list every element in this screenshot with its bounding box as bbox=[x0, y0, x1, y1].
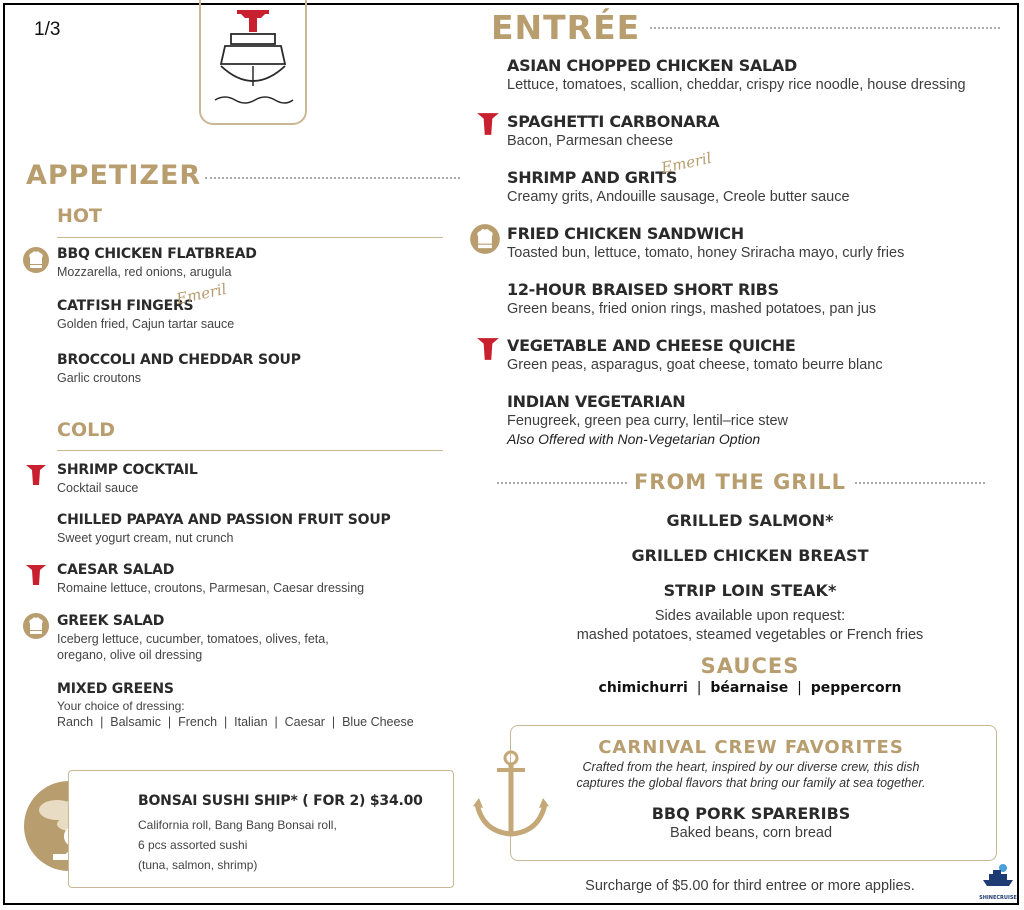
item-name: BROCCOLI AND CHEDDAR SOUP bbox=[57, 352, 301, 368]
menu-item bbox=[57, 298, 234, 332]
hot-heading: HOT bbox=[57, 205, 103, 227]
menu-item bbox=[507, 56, 966, 93]
grill-item: GRILLED SALMON* bbox=[666, 511, 834, 530]
dressing-options: Ranch | Balsamic | French | Italian | Caesar | Blue Cheese bbox=[57, 715, 414, 729]
menu-item bbox=[57, 246, 257, 280]
cold-heading: COLD bbox=[57, 419, 115, 441]
menu-item bbox=[57, 512, 391, 546]
item-desc: oregano, olive oil dressing bbox=[57, 648, 203, 662]
crew-favorites-box bbox=[510, 725, 997, 861]
sauce-separator: | bbox=[696, 680, 702, 696]
menu-item bbox=[507, 336, 883, 373]
crew-dish-desc: Baked beans, corn bread bbox=[669, 825, 833, 841]
hot-rule bbox=[57, 237, 443, 238]
item-name: CATFISH FINGERS bbox=[57, 298, 194, 314]
chef-hat-icon bbox=[22, 246, 50, 279]
item-note: Also Offered with Non-Vegetarian Option bbox=[507, 431, 761, 447]
grill-item: STRIP LOIN STEAK* bbox=[663, 581, 837, 600]
sauces-heading: SAUCES bbox=[700, 654, 800, 678]
item-desc: Sweet yogurt cream, nut crunch bbox=[57, 531, 234, 545]
carnival-funnel-icon bbox=[25, 463, 47, 492]
menu-item bbox=[507, 224, 904, 261]
item-name: FRIED CHICKEN SANDWICH bbox=[507, 224, 744, 243]
surcharge-note: Surcharge of $5.00 for third entree or more applies. bbox=[585, 878, 915, 894]
item-name: ASIAN CHOPPED CHICKEN SALAD bbox=[507, 56, 797, 75]
sushi-line-1: California roll, Bang Bang Bonsai roll, bbox=[138, 818, 337, 832]
watermark-text: SHINECRUISE bbox=[979, 895, 1017, 901]
item-desc: Green peas, asparagus, goat cheese, tomato beurre blanc bbox=[507, 357, 883, 373]
sides-line-1: Sides available upon request: bbox=[654, 608, 846, 624]
item-name: SHRIMP AND GRITS bbox=[507, 168, 678, 187]
item-name: 12-HOUR BRAISED SHORT RIBS bbox=[507, 280, 779, 299]
crew-heading: CARNIVAL CREW FAVORITES bbox=[598, 737, 904, 758]
item-name: BBQ CHICKEN FLATBREAD bbox=[57, 246, 257, 262]
grill-item: GRILLED CHICKEN BREAST bbox=[631, 546, 869, 565]
menu-item bbox=[57, 462, 198, 496]
crew-line-2: captures the global flavors that bring our family at sea together. bbox=[576, 776, 926, 790]
item-name: SPAGHETTI CARBONARA bbox=[507, 112, 720, 131]
shinecruise-logo bbox=[978, 860, 1018, 902]
item-desc: Garlic croutons bbox=[57, 371, 142, 385]
chef-hat-icon bbox=[22, 612, 50, 645]
item-desc: Green beans, fried onion rings, mashed potatoes, pan jus bbox=[507, 301, 877, 317]
sauce: chimichurri bbox=[598, 680, 688, 696]
item-desc: Bacon, Parmesan cheese bbox=[507, 133, 674, 149]
sauce-separator: | bbox=[797, 680, 802, 696]
emeril-signature: Emeril bbox=[174, 279, 229, 309]
crew-line-1: Crafted from the heart, inspired by our diverse crew, this dish bbox=[582, 760, 920, 774]
item-name: INDIAN VEGETARIAN bbox=[507, 392, 686, 411]
item-name: CHILLED PAPAYA AND PASSION FRUIT SOUP bbox=[57, 512, 391, 528]
menu-item bbox=[57, 613, 329, 663]
sauces-list bbox=[510, 680, 990, 696]
sauce: béarnaise bbox=[710, 680, 789, 696]
grill-divider-left bbox=[497, 482, 627, 484]
grill-divider-right bbox=[855, 482, 985, 484]
item-desc: Your choice of dressing: bbox=[57, 699, 185, 713]
carnival-funnel-icon bbox=[476, 336, 500, 367]
menu-item bbox=[57, 352, 301, 386]
chef-hat-icon bbox=[469, 223, 501, 260]
sushi-special-box bbox=[68, 770, 454, 888]
item-name: CAESAR SALAD bbox=[57, 562, 175, 578]
entree-divider bbox=[650, 27, 1000, 29]
entree-heading: ENTRÉE bbox=[491, 8, 641, 47]
item-name: GREEK SALAD bbox=[57, 613, 165, 629]
menu-item bbox=[57, 681, 414, 730]
sushi-title: BONSAI SUSHI SHIP* ( FOR 2) $34.00 bbox=[138, 793, 423, 809]
appetizer-divider bbox=[205, 177, 460, 179]
ship-icon bbox=[201, 0, 305, 120]
sauce: peppercorn bbox=[810, 680, 902, 696]
item-desc: Cocktail sauce bbox=[57, 481, 139, 495]
crew-dish-name: BBQ PORK SPARERIBS bbox=[651, 804, 851, 823]
carnival-funnel-icon bbox=[476, 111, 500, 142]
menu-item bbox=[57, 562, 364, 596]
item-name: SHRIMP COCKTAIL bbox=[57, 462, 198, 478]
grill-heading: FROM THE GRILL bbox=[633, 470, 847, 494]
item-desc: Romaine lettuce, croutons, Parmesan, Caesar dressing bbox=[57, 581, 365, 595]
page-number: 1/3 bbox=[34, 19, 61, 40]
item-name: MIXED GREENS bbox=[57, 681, 174, 697]
sushi-line-3: (tuna, salmon, shrimp) bbox=[138, 858, 258, 872]
item-desc: Mozzarella, red onions, arugula bbox=[57, 265, 232, 279]
menu-item bbox=[507, 112, 719, 149]
menu-item bbox=[507, 280, 876, 317]
anchor-icon bbox=[471, 748, 551, 845]
item-desc: Fenugreek, green pea curry, lentil–rice stew bbox=[507, 413, 789, 429]
appetizer-heading: APPETIZER bbox=[26, 160, 202, 191]
item-desc: Creamy grits, Andouille sausage, Creole butter sauce bbox=[507, 189, 850, 205]
sushi-line-2: 6 pcs assorted sushi bbox=[138, 838, 248, 852]
item-desc: Toasted bun, lettuce, tomato, honey Sriracha mayo, curly fries bbox=[507, 245, 905, 261]
cold-rule bbox=[57, 450, 443, 451]
item-name: VEGETABLE AND CHEESE QUICHE bbox=[507, 336, 796, 355]
carnival-funnel-icon bbox=[25, 563, 47, 592]
ship-emblem bbox=[199, 0, 307, 125]
sides-line-2: mashed potatoes, steamed vegetables or French fries bbox=[576, 627, 924, 643]
cruise-ship-icon bbox=[979, 860, 1017, 890]
item-desc: Lettuce, tomatoes, scallion, cheddar, crispy rice noodle, house dressing bbox=[507, 77, 966, 93]
item-desc: Iceberg lettuce, cucumber, tomatoes, olives, feta, bbox=[57, 632, 329, 646]
emeril-signature: Emeril bbox=[659, 148, 714, 178]
item-desc: Golden fried, Cajun tartar sauce bbox=[57, 317, 235, 331]
menu-item bbox=[507, 392, 788, 447]
